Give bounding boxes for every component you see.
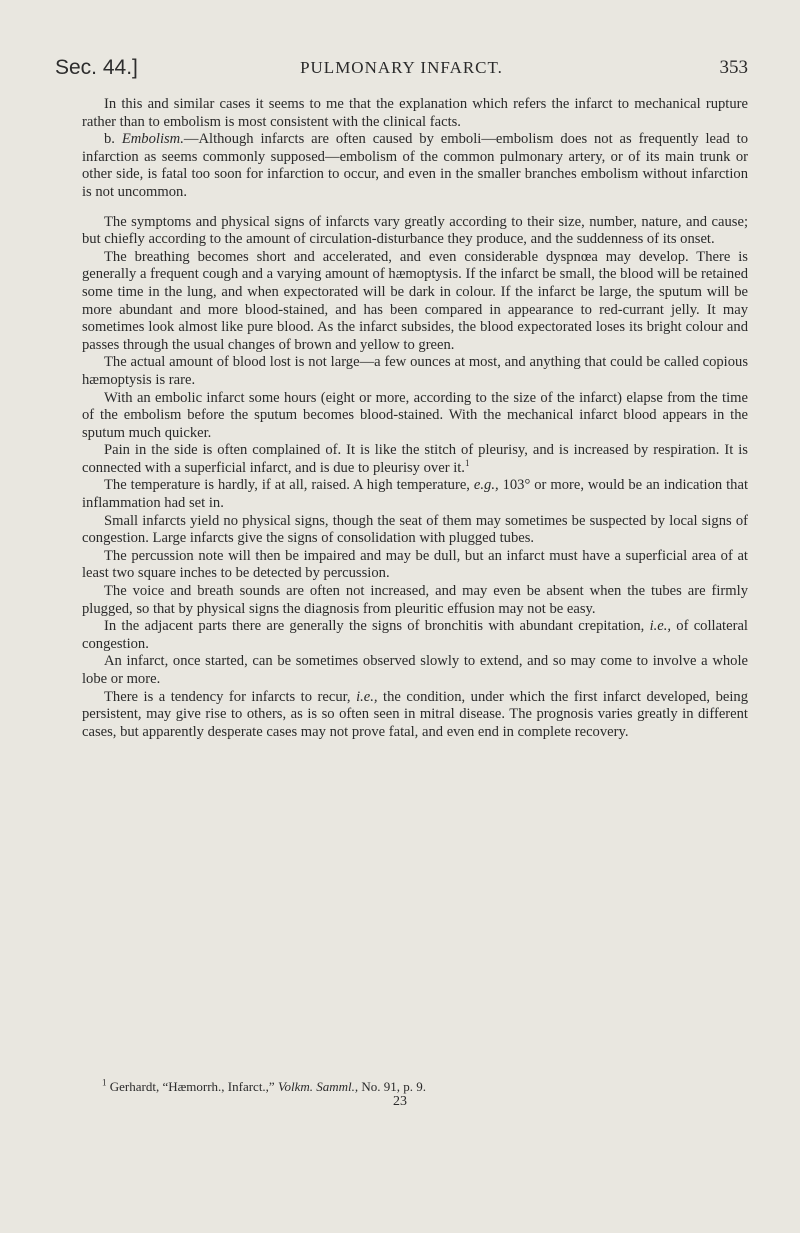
paragraph: In this and similar cases it seems to me that the explanation which refers the infarct to mechanical rupture rather than to embolism is most consistent with the clinical facts. xyxy=(82,96,748,130)
footnote: $^1$ Gerhardt, “Hæmorrh., Infarct.,” Volkm. Samml., No. 91, p. 9. xyxy=(102,1077,427,1094)
paragraph: The actual amount of blood lost is not large—a few ounces at most, and anything that could be called copious hæmoptysis is rare. xyxy=(82,354,748,388)
footnotes xyxy=(82,1079,748,1094)
paragraph: In the adjacent parts there are generally the signs of bronchitis with abundant crepitation, i.e., of collateral congestion. xyxy=(82,618,748,652)
subheading: Embolism. xyxy=(121,131,184,148)
signature-mark: 23 xyxy=(393,1094,407,1109)
paragraph: An infarct, once started, can be sometimes observed slowly to extend, and so may come to involve a whole lobe or more. xyxy=(82,653,748,687)
paragraph: The percussion note will then be impaired and may be dull, but an infarct must have a superficial area of at least two square inches to be detected by percussion. xyxy=(82,547,748,582)
body-text xyxy=(82,96,748,741)
footnote-ref: 1 xyxy=(464,458,470,469)
section-label: Sec. 44.] xyxy=(55,56,138,79)
paragraph: The breathing becomes short and accelerated, and even considerable dyspnœa may develop. There is generally a frequent cough and a varying amount of hæmoptysis. If the infarct be small, the blood will be retained some time in the lung, and when expectorated will be dark in colour. If the infarct be large, the sputum will be more abundant and more blood-stained, and has been compared in appearance to red-currant jelly. It may sometimes look almost like pure blood. As the infarct subsides, the blood expectorated loses its bright colour and passes through the usual changes of brown and yellow to green. xyxy=(82,248,748,353)
running-title: PULMONARY INFARCT. xyxy=(300,58,503,77)
running-header xyxy=(55,56,748,86)
paragraph: The voice and breath sounds are often not increased, and may even be absent when the tubes are firmly plugged, so that by physical signs the diagnosis from pleuritic effusion may not be easy. xyxy=(82,583,748,617)
paragraph: b. Embolism.—Although infarcts are often caused by emboli—embolism does not as frequently lead to infarction as seems commonly supposed—embolism of the common pulmonary artery, or of its main trunk or other side, is fatal too soon for infarction to occur, and even in the smaller branches embolism without infarction is not uncommon. xyxy=(82,131,748,200)
paragraph: Pain in the side is often complained of. It is like the stitch of pleurisy, and is increased by respiration. It is connected with a superficial infarct, and is due to pleurisy over it.$^1$ xyxy=(82,442,748,476)
paragraph: There is a tendency for infarcts to recur, i.e., the condition, under which the first infarct developed, being persistent, may give rise to others, as is so often seen in mitral disease. The prognosis varies greatly in different cases, but apparently desperate cases may not prove fatal, and even end in complete recovery. xyxy=(82,688,749,740)
paragraph: With an embolic infarct some hours (eight or more, according to the size of the infarct) elapse from the time of the embolism before the sputum becomes blood-stained. With the mechanical infarct blood appears in the sputum much quicker. xyxy=(82,389,748,441)
paragraph: The temperature is hardly, if at all, raised. A high temperature, e.g., 103° or more, would be an indication that inflammation had set in. xyxy=(82,477,748,512)
paragraph: Small infarcts yield no physical signs, though the seat of them may sometimes be suspected by local signs of congestion. Large infarcts give the signs of consolidation with plugged tubes. xyxy=(82,512,748,547)
paragraph: The symptoms and physical signs of infarcts vary greatly according to their size, number, nature, and cause; but chiefly according to the amount of circulation-disturbance they produce, and the suddenness of its onset. xyxy=(82,213,748,248)
page-number: 353 xyxy=(719,57,748,78)
